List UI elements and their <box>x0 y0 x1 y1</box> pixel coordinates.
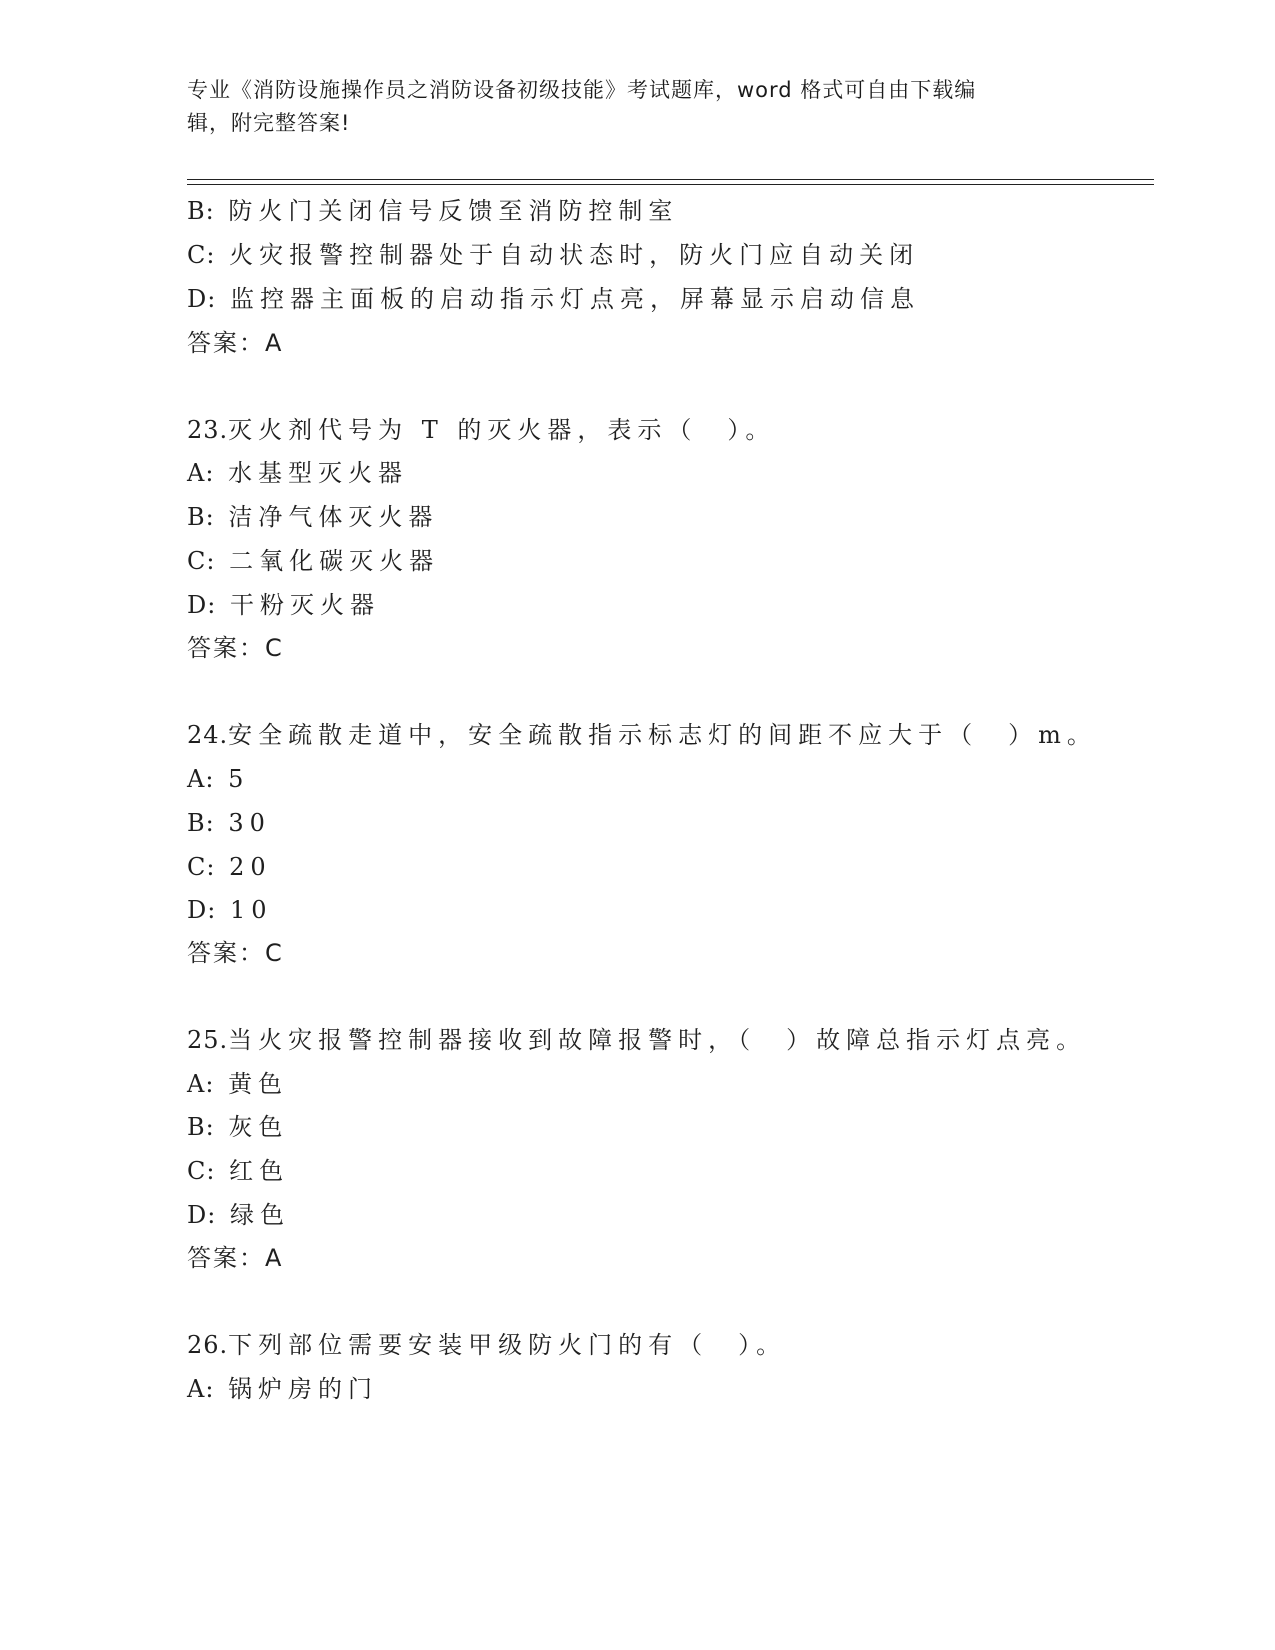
header-line-1: 专业《消防设施操作员之消防设备初级技能》考试题库，word 格式可自由下载编 <box>187 78 977 102</box>
option-a: A: 黄色 <box>187 1070 289 1098</box>
option-c: C: 红色 <box>187 1157 290 1185</box>
option-b: B: 灰色 <box>187 1113 289 1141</box>
answer-line: 答案：A <box>187 329 284 357</box>
question-25: 25.当火灾报警控制器接收到故障报警时，（ ）故障总指示灯点亮。 <box>187 1026 1087 1054</box>
question-23: 23.灭火剂代号为 T 的灭火器，表示（ ）。 <box>187 416 776 444</box>
option-c: C: 二氧化碳灭火器 <box>187 547 440 575</box>
option-d: D: 监控器主面板的启动指示灯点亮，屏幕显示启动信息 <box>187 285 920 313</box>
option-d: D: 绿色 <box>187 1201 290 1229</box>
header-divider-bottom <box>187 184 1154 185</box>
option-c: C: 火灾报警控制器处于自动状态时，防火门应自动关闭 <box>187 241 920 269</box>
document-header <box>187 74 1067 140</box>
question-24: 24.安全疏散走道中，安全疏散指示标志灯的间距不应大于（ ）m。 <box>187 721 1097 749</box>
option-a: A: 水基型灭火器 <box>187 459 409 487</box>
answer-line: 答案：A <box>187 1244 284 1272</box>
answer-line: 答案：C <box>187 634 284 662</box>
answer-line: 答案：C <box>187 939 284 967</box>
header-line-2: 辑，附完整答案! <box>187 111 351 135</box>
option-a: A: 锅炉房的门 <box>187 1375 379 1403</box>
header-divider-top <box>187 179 1154 180</box>
option-a: A: 5 <box>187 765 250 793</box>
option-b: B: 洁净气体灭火器 <box>187 503 439 531</box>
option-b: B: 30 <box>187 809 271 837</box>
option-c: C: 20 <box>187 853 272 881</box>
option-d: D: 干粉灭火器 <box>187 591 380 619</box>
question-26: 26.下列部位需要安装甲级防火门的有（ ）。 <box>187 1331 787 1359</box>
option-b: B: 防火门关闭信号反馈至消防控制室 <box>187 197 679 225</box>
option-d: D: 10 <box>187 896 273 924</box>
